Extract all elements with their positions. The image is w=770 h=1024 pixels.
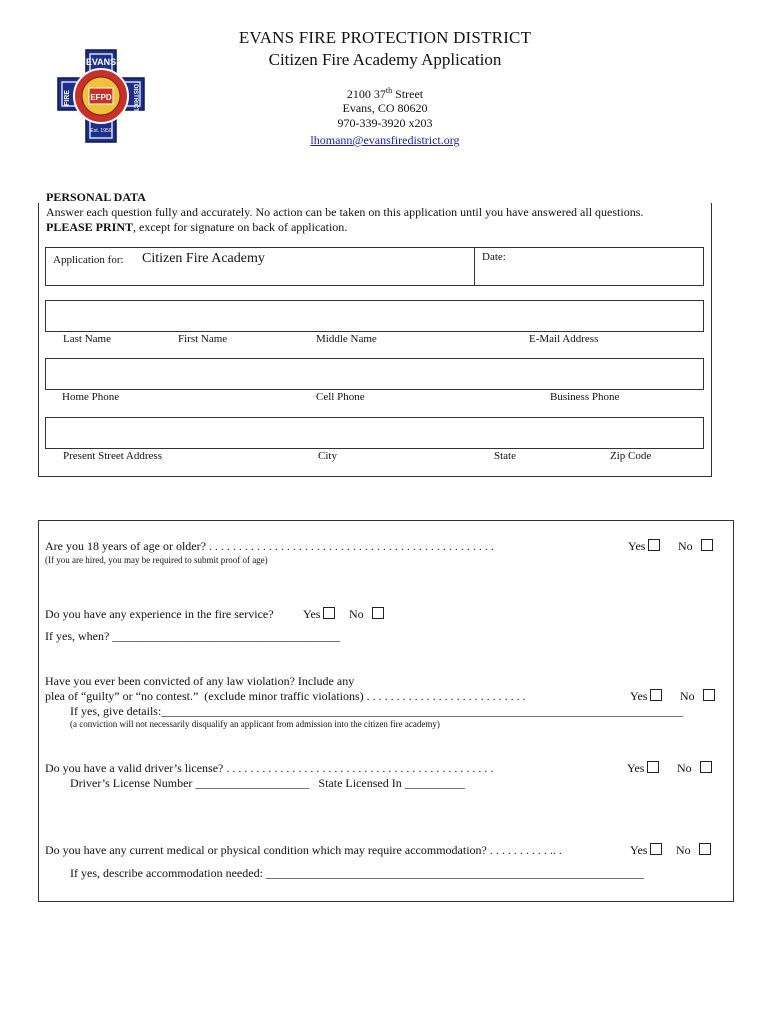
phones-field[interactable] [45, 358, 704, 390]
license-no-option: No [677, 761, 712, 776]
conviction-note: (a conviction will not necessarily disqualify an applicant from admission into the citizen fire academy) [70, 719, 440, 729]
zip-code-label: Zip Code [610, 450, 652, 462]
conviction-no-checkbox[interactable] [703, 689, 715, 701]
middle-name-label: Middle Name [316, 333, 377, 345]
date-label: Date: [482, 251, 506, 263]
application-for-value: Citizen Fire Academy [142, 251, 265, 266]
medical-yes-checkbox[interactable] [650, 843, 662, 855]
personal-data-intro: Answer each question fully and accurately. No action can be taken on this application until you have answered all questions. PLEASE PRINT, except for signature on back of application. [46, 205, 644, 234]
experience-yes-option: Yes [303, 607, 335, 622]
svg-text:EFPD: EFPD [90, 93, 112, 102]
address-field[interactable] [45, 417, 704, 449]
org-name: EVANS FIRE PROTECTION DISTRICT [238, 28, 532, 47]
age-yes-option: Yes [628, 539, 660, 554]
license-question: Do you have a valid driver’s license? . . . . . . . . . . . . . . . . . . . . . . . . . . . . . . . . . . . . . . . . . . . . . [45, 761, 494, 775]
svg-text:Est. 1950: Est. 1950 [90, 128, 112, 134]
form-title: Citizen Fire Academy Application [268, 50, 502, 69]
accommodation-line[interactable]: If yes, describe accommodation needed: _______________________________________________________________ [70, 866, 644, 880]
experience-no-checkbox[interactable] [372, 607, 384, 619]
date-field[interactable] [474, 247, 704, 286]
conviction-details-line[interactable]: If yes, give details:_______________________________________________________________________________________ [70, 704, 684, 718]
email-line [0, 131, 770, 149]
experience-when-line[interactable]: If yes, when? ______________________________________ [45, 629, 341, 643]
conviction-yes-checkbox[interactable] [650, 689, 662, 701]
experience-question: Do you have any experience in the fire service? [45, 607, 274, 621]
street-address: 2100 37th Street [346, 86, 424, 101]
age-yes-checkbox[interactable] [648, 539, 660, 551]
email-link[interactable]: lhomann@evansfiredistrict.org [310, 133, 460, 147]
business-phone-label: Business Phone [550, 391, 620, 403]
name-email-field[interactable] [45, 300, 704, 332]
experience-no-option: No [349, 607, 384, 622]
medical-question: Do you have any current medical or physical condition which may require accommodation? . . . . . . . . . . .. . [45, 843, 562, 857]
conviction-yes-option: Yes [630, 689, 662, 704]
age-question: Are you 18 years of age or older? . . . . . . . . . . . . . . . . . . . . . . . . . . . . . . . . . . . . . . . . . . . . . . . . [45, 539, 494, 553]
license-no-checkbox[interactable] [700, 761, 712, 773]
conviction-no-option: No [680, 689, 715, 704]
svg-text:DISTRICT: DISTRICT [132, 84, 138, 112]
age-no-checkbox[interactable] [701, 539, 713, 551]
license-yes-option: Yes [627, 761, 659, 776]
email-address-label: E-Mail Address [529, 333, 599, 345]
medical-no-option: No [676, 843, 711, 858]
svg-text:FIRE: FIRE [64, 90, 71, 106]
home-phone-label: Home Phone [62, 391, 120, 403]
cell-phone-label: Cell Phone [316, 391, 365, 403]
state-label: State [494, 450, 516, 462]
application-for-label: Application for: [53, 254, 124, 266]
city-label: City [318, 450, 337, 462]
conviction-question-line1: Have you ever been convicted of any law violation? Include any [45, 674, 355, 688]
conviction-question-line2: plea of “guilty” or “no contest.” (exclude minor traffic violations) . . . . . . . . . . . . . . . . . . . . . . . . . . . [45, 689, 526, 703]
medical-no-checkbox[interactable] [699, 843, 711, 855]
last-name-label: Last Name [63, 333, 111, 345]
svg-text:EVANS: EVANS [85, 57, 117, 67]
age-no-option: No [678, 539, 713, 554]
experience-yes-checkbox[interactable] [323, 607, 335, 619]
age-note: (If you are hired, you may be required to submit proof of age) [45, 555, 268, 565]
first-name-label: First Name [178, 333, 228, 345]
medical-yes-option: Yes [630, 843, 662, 858]
license-number-line[interactable]: Driver’s License Number ___________________ State Licensed In __________ [70, 776, 465, 790]
license-yes-checkbox[interactable] [647, 761, 659, 773]
city-state-zip: Evans, CO 80620 [342, 101, 428, 115]
phone-number: 970-339-3920 x203 [337, 116, 433, 130]
personal-data-heading: PERSONAL DATA [46, 190, 146, 204]
street-address-label: Present Street Address [63, 450, 162, 462]
